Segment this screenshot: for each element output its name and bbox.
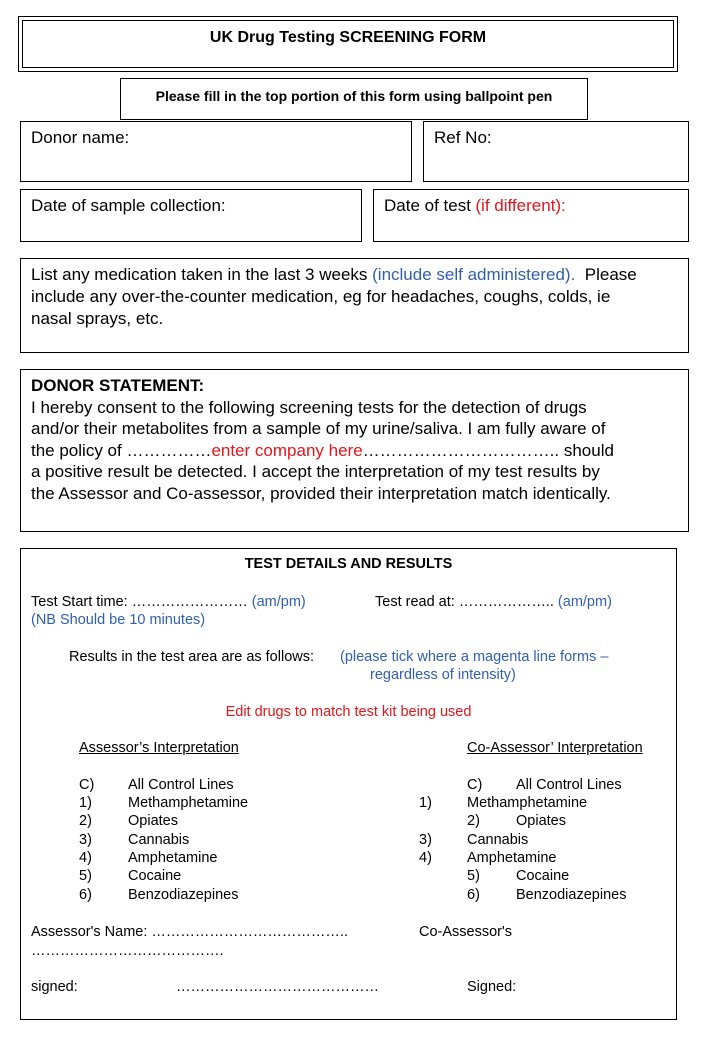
statement-line4: a positive result be detected. I accept the interpretation of my test results by (31, 462, 600, 481)
date-test-label: Date of test (384, 196, 471, 215)
test-read-time[interactable]: Test read at: ……………….. (am/pm) (375, 594, 612, 610)
assessor-item-num[interactable]: 5) (79, 868, 92, 884)
coassessor-name-field[interactable]: …………………………………. (31, 943, 224, 959)
assessor-item-name: All Control Lines (128, 777, 234, 793)
medication-note: (include self administered). (372, 265, 576, 284)
statement-line3: the policy of ……………enter company here…………………………….. should (31, 440, 614, 460)
instruction-box (120, 78, 588, 120)
results-label: Results in the test area are as follows: (69, 649, 315, 665)
nb-note: (NB Should be 10 minutes) (31, 612, 206, 628)
assessor-item-num[interactable]: 6) (79, 887, 92, 903)
assessor-item-num[interactable]: 3) (79, 832, 92, 848)
assessor-item-num[interactable]: 1) (79, 795, 92, 811)
medication-line3: nasal sprays, etc. (31, 309, 164, 328)
donor-statement-heading: DONOR STATEMENT: (31, 376, 205, 395)
donor-name-field[interactable] (20, 121, 412, 182)
coassessor-item-num[interactable]: 3) (419, 832, 432, 848)
signed-label: signed: (31, 979, 78, 995)
instruction-text: Please fill in the top portion of this form using ballpoint pen (155, 88, 553, 104)
assessor-item-num[interactable]: 2) (79, 813, 92, 829)
assessor-item-name: Opiates (128, 813, 178, 829)
coassessor-item-name: Benzodiazepines (516, 887, 627, 903)
statement-line5: the Assessor and Co-assessor, provided their interpretation match identically. (31, 483, 611, 503)
assessor-item-name: Methamphetamine (128, 795, 249, 811)
assessor-item-name: Cocaine (128, 868, 182, 884)
coassessor-item-name: Cocaine (516, 868, 570, 884)
coassessor-item-name: Amphetamine (467, 850, 557, 866)
donor-name-label: Donor name: (31, 128, 130, 147)
ref-no-field[interactable] (423, 121, 689, 182)
medication-line2: include any over-the-counter medication, eg for headaches, coughs, colds, ie (31, 287, 611, 306)
assessor-heading: Assessor’s Interpretation (79, 740, 239, 756)
date-collection-field[interactable] (20, 189, 362, 242)
title-box (18, 16, 678, 72)
coassessor-heading: Co-Assessor’ Interpretation (467, 740, 643, 756)
coassessor-item-num[interactable]: 5) (467, 868, 480, 884)
results-note-line1: (please tick where a magenta line forms – (340, 649, 609, 665)
coassessor-signed-label: Signed: (467, 979, 517, 995)
coassessor-item-name: Cannabis (467, 832, 529, 848)
coassessor-name-label: Co-Assessor's (419, 924, 513, 940)
assessor-item-num[interactable]: 4) (79, 850, 92, 866)
coassessor-item-num[interactable]: 6) (467, 887, 480, 903)
coassessor-item-num[interactable]: 2) (467, 813, 480, 829)
donor-statement-box (20, 369, 689, 532)
date-collection-label: Date of sample collection: (31, 196, 226, 215)
coassessor-item-num[interactable]: C) (467, 777, 483, 793)
assessor-item-name: Benzodiazepines (128, 887, 239, 903)
coassessor-item-name: Opiates (516, 813, 566, 829)
date-test-note: (if different): (475, 196, 566, 215)
assessor-item-name: Cannabis (128, 832, 190, 848)
assessor-name-field[interactable]: Assessor's Name: ………………………………….. (31, 924, 348, 940)
coassessor-item-name: Methamphetamine (467, 795, 588, 811)
edit-drugs-note: Edit drugs to match test kit being used (225, 704, 472, 720)
statement-line2: and/or their metabolites from a sample of my urine/saliva. I am fully aware of (31, 419, 606, 438)
ref-no-label: Ref No: (434, 128, 492, 147)
assessor-signature-field[interactable]: …………………………………… (176, 979, 379, 995)
coassessor-item-num[interactable]: 4) (419, 850, 432, 866)
assessor-item-name: Amphetamine (128, 850, 218, 866)
company-placeholder[interactable]: enter company here (211, 440, 363, 460)
test-start-time[interactable]: Test Start time: …………………… (am/pm) (31, 594, 306, 610)
coassessor-item-name: All Control Lines (516, 777, 622, 793)
coassessor-item-num[interactable]: 1) (419, 795, 432, 811)
form-title: UK Drug Testing SCREENING FORM (22, 20, 674, 68)
test-details-heading: TEST DETAILS AND RESULTS (244, 556, 453, 572)
results-note-line2: regardless of intensity) (370, 667, 516, 683)
date-test-field[interactable] (373, 189, 689, 242)
medication-box[interactable] (20, 258, 689, 353)
statement-line1: I hereby consent to the following screening tests for the detection of drugs (31, 397, 587, 417)
assessor-item-num[interactable]: C) (79, 777, 95, 793)
medication-line1: List any medication taken in the last 3 weeks (include self administered). Please (31, 265, 637, 284)
